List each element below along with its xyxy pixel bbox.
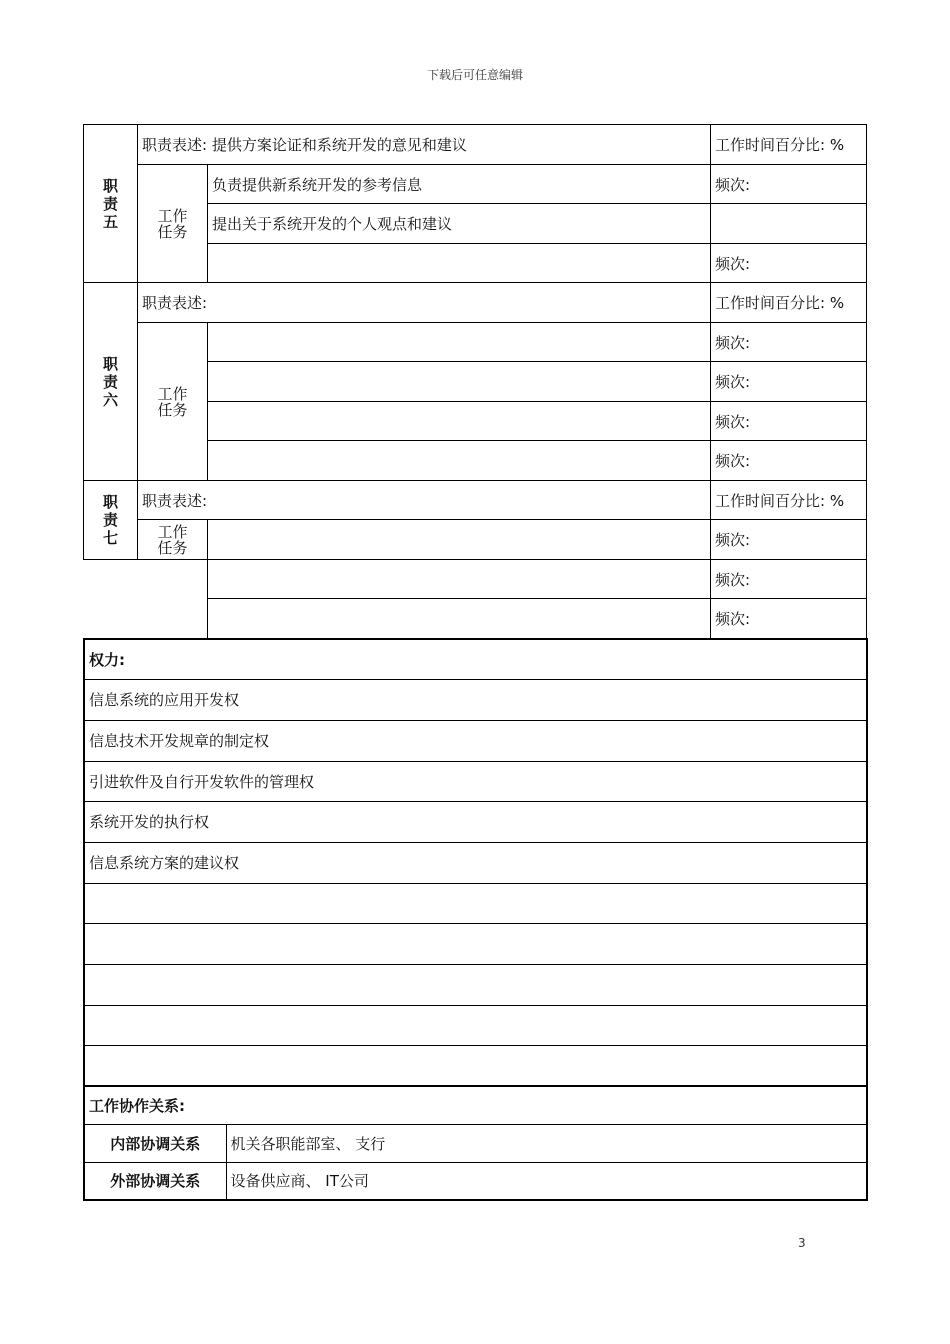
power-item: 信息系统方案的建议权 <box>84 842 867 883</box>
duty-table <box>83 124 867 639</box>
cooperation-title: 工作协作关系: <box>84 1086 867 1124</box>
blank-cell <box>84 560 208 599</box>
duty-7-desc: 职责表述: <box>138 481 711 520</box>
blank-cell <box>84 599 208 639</box>
duty-5-task-3 <box>208 244 711 283</box>
duty-7-work-task-label: 工作 任务 <box>138 520 208 560</box>
power-title: 权力: <box>84 639 867 679</box>
duty-6-desc: 职责表述: <box>138 283 711 323</box>
duty-7-freq-2: 频次: <box>711 560 867 599</box>
power-table <box>83 638 868 1087</box>
duty-7-time-percent: 工作时间百分比: % <box>711 481 867 520</box>
duty-7-task-2 <box>208 560 711 599</box>
duty-6-task-3 <box>208 402 711 441</box>
power-item <box>84 964 867 1005</box>
power-item: 信息技术开发规章的制定权 <box>84 720 867 761</box>
duty-7-task-3 <box>208 599 711 639</box>
cooperation-table <box>83 1085 868 1201</box>
power-item: 引进软件及自行开发软件的管理权 <box>84 761 867 801</box>
duty-6-task-1 <box>208 323 711 362</box>
duty-6-freq-4: 频次: <box>711 441 867 481</box>
duty-6-task-4 <box>208 441 711 481</box>
duty-6-label: 职 责 六 <box>84 283 138 481</box>
power-item <box>84 1045 867 1086</box>
duty-7-freq-1: 频次: <box>711 520 867 560</box>
external-coordination-value: 设备供应商、 IT公司 <box>226 1162 867 1200</box>
page-header: 下载后可任意编辑 <box>426 68 523 82</box>
duty-7-freq-3: 频次: <box>711 599 867 639</box>
duty-6-freq-2: 频次: <box>711 362 867 402</box>
duty-5-task-1: 负责提供新系统开发的参考信息 <box>208 165 711 204</box>
internal-coordination-label: 内部协调关系 <box>84 1124 226 1162</box>
power-item: 信息系统的应用开发权 <box>84 679 867 720</box>
duty-5-freq-2 <box>711 204 867 244</box>
duty-5-work-task-label: 工作 任务 <box>138 165 208 283</box>
duty-7-task-1 <box>208 520 711 560</box>
duty-5-desc: 职责表述: 提供方案论证和系统开发的意见和建议 <box>138 125 711 165</box>
duty-6-freq-1: 频次: <box>711 323 867 362</box>
duty-6-time-percent: 工作时间百分比: % <box>711 283 867 323</box>
duty-5-task-2: 提出关于系统开发的个人观点和建议 <box>208 204 711 244</box>
duty-5-label: 职 责 五 <box>84 125 138 283</box>
page-number: 3 <box>798 1236 806 1250</box>
internal-coordination-value: 机关各职能部室、 支行 <box>226 1124 867 1162</box>
duty-5-freq-3: 频次: <box>711 244 867 283</box>
duty-6-work-task-label: 工作 任务 <box>138 323 208 481</box>
duty-6-freq-3: 频次: <box>711 402 867 441</box>
duty-5-time-percent: 工作时间百分比: % <box>711 125 867 165</box>
duty-6-task-2 <box>208 362 711 402</box>
power-item: 系统开发的执行权 <box>84 801 867 842</box>
duty-5-freq-1: 频次: <box>711 165 867 204</box>
external-coordination-label: 外部协调关系 <box>84 1162 226 1200</box>
duty-7-label: 职 责 七 <box>84 481 138 560</box>
power-item <box>84 923 867 964</box>
power-item <box>84 883 867 923</box>
power-item <box>84 1005 867 1045</box>
